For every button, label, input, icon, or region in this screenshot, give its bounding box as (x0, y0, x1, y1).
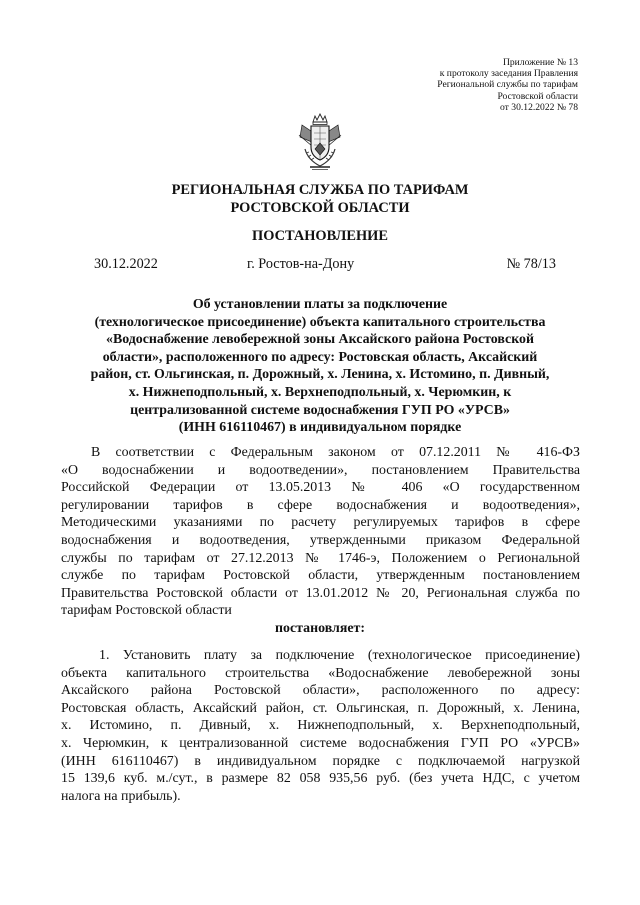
document-city: г. Ростов-на-Дону (247, 256, 355, 272)
preamble-line: службе по тарифам Ростовской области, утвержденным постановлением (61, 568, 580, 584)
document-number: № 78/13 (506, 256, 556, 272)
organization-title-line: РОСТОВСКОЙ ОБЛАСТИ (230, 199, 410, 216)
item-1-line: объекта капитального строительства «Водоснабжение левобережной зоны (61, 665, 580, 681)
subject-line: (ИНН 616110467) в индивидуальном порядке (178, 420, 462, 436)
item-1-line: х. Черюмкин, к централизованной системе водоснабжения ГУП РО «УРСВ» (61, 735, 580, 751)
organization-title (0, 182, 640, 217)
document-type: ПОСТАНОВЛЕНИЕ (252, 228, 388, 244)
document-date: 30.12.2022 (94, 256, 158, 272)
preamble-line: Правительства Ростовской области от 13.01.2012 № 20, Региональная служба по (61, 585, 580, 601)
item-1-paragraph (61, 647, 580, 805)
subject-line: области», расположенного по адресу: Ростовская область, Аксайский (102, 349, 538, 365)
preamble-line: регулировании тарифов в сфере водоснабжения и водоотведения», (61, 497, 580, 513)
preamble-line: «О водоснабжении и водоотведении», постановлением Правительства (61, 462, 580, 478)
subject-line: район, ст. Ольгинская, п. Дорожный, х. Ленина, х. Истомино, п. Дивный, (90, 367, 550, 383)
appendix-line: Приложение № 13 (502, 57, 578, 68)
rostov-oblast-coat-of-arms-icon (296, 113, 344, 171)
item-1-line: Ростовская область, Аксайский район, ст. Ольгинская, п. Дорожный, х. Ленина, (61, 700, 580, 716)
appendix-line: от 30.12.2022 № 78 (500, 101, 578, 113)
item-1-line: Аксайского района Ростовской области», расположенного по адресу: (61, 683, 580, 699)
item-1-line: налога на прибыль). (61, 788, 181, 804)
appendix-line: Региональной службы по тарифам (437, 79, 578, 91)
resolves-heading: постановляет: (275, 621, 365, 636)
appendix-line: Ростовской области (497, 90, 578, 102)
preamble-line: водоснабжения и водоотведения, утвержденными приказом Федеральной (61, 532, 580, 548)
item-1-line: 1. Установить плату за подключение (технологическое присоединение) (99, 648, 580, 663)
subject-line: централизованной системе водоснабжения ГУП РО «УРСВ» (130, 402, 510, 418)
appendix-line: к протоколу заседания Правления (439, 68, 578, 80)
item-1-line: х. Истомино, п. Дивный, х. Нижнеподпольный, х. Верхнеподпольный, (61, 718, 580, 734)
document-meta-row (84, 256, 556, 274)
item-1-line: (ИНН 616110467) в индивидуальном порядке с подключаемой нагрузкой (61, 753, 580, 769)
document-subject (55, 296, 585, 437)
organization-title-line: РЕГИОНАЛЬНАЯ СЛУЖБА ПО ТАРИФАМ (171, 182, 469, 198)
preamble-paragraph (61, 444, 580, 620)
item-1-line: 15 139,6 куб. м./сут., в размере 82 058 935,56 руб. (без учета НДС, с учетом (61, 771, 580, 787)
preamble-line: Российской Федерации от 13.05.2013 № 406 «О государственном (61, 480, 580, 496)
subject-line: х. Нижнеподпольный, х. Верхнеподпольный, х. Черюмкин, к (128, 384, 512, 400)
subject-line: Об установлении платы за подключение (192, 297, 448, 312)
preamble-line: Методическими указаниями по расчету регулируемых тарифов в сфере (61, 515, 580, 531)
preamble-line: тарифам Ростовской области (61, 603, 232, 619)
subject-line: «Водоснабжение левобережной зоны Аксайского района Ростовской (106, 332, 534, 348)
preamble-line: службы по тарифам от 27.12.2013 № 1746-э, Положением о Региональной (61, 550, 580, 566)
preamble-line: В соответствии с Федеральным законом от 07.12.2011 № 416-ФЗ (91, 445, 580, 460)
appendix-note (318, 57, 578, 113)
subject-line: (технологическое присоединение) объекта капитального строительства (94, 314, 546, 330)
